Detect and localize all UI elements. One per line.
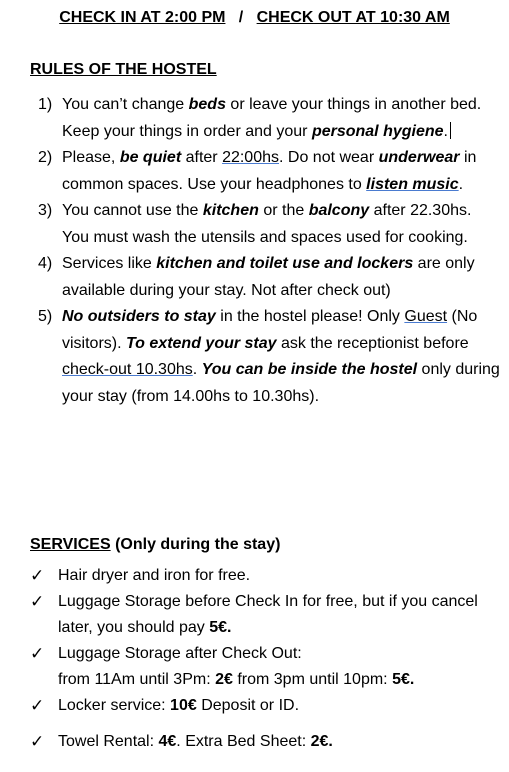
checkmark-icon: ✓ <box>30 592 45 611</box>
service-text <box>58 729 500 755</box>
text-run: kitchen and toilet use and lockers <box>156 255 414 272</box>
text-run: be quiet <box>119 149 182 166</box>
text-run: are only available during your stay. Not after check out) <box>62 255 475 299</box>
text-run: You can be inside the hostel <box>201 361 418 378</box>
text-run: from 11Am until 3Pm: <box>58 671 216 688</box>
rule-item <box>30 198 500 251</box>
rule-item <box>30 251 500 304</box>
text-run: . Do not wear <box>279 149 379 166</box>
text-run: 4€ <box>158 733 177 750</box>
text-run: only during your stay (from 14.00hs to 10.30hs). <box>62 361 500 405</box>
text-run: You cannot use the <box>62 202 203 219</box>
text-run: underwear <box>378 149 460 166</box>
service-item <box>30 641 500 693</box>
text-run: beds <box>188 96 226 113</box>
text-run: Hair dryer and iron for free. <box>58 567 251 584</box>
text-run: Luggage Storage after Check Out: <box>58 645 302 662</box>
text-run: in common spaces. Use your headphones to <box>62 149 477 193</box>
text-run: ask the receptionist before <box>276 334 469 352</box>
rule-number: 1) <box>38 96 53 113</box>
rule-number: 4) <box>38 255 53 272</box>
text-run: No outsiders to stay <box>62 308 216 325</box>
service-item <box>30 589 500 641</box>
service-text <box>58 563 500 589</box>
service-item <box>30 729 500 755</box>
rules-list <box>30 92 500 410</box>
text-run: 22:00hs <box>222 149 279 166</box>
rule-text <box>62 92 500 145</box>
text-cursor <box>450 122 451 139</box>
text-run: Deposit or ID. <box>196 697 300 714</box>
checkmark-icon: ✓ <box>30 644 45 663</box>
text-run: Guest <box>404 308 448 325</box>
text-run: after 22.30hs. You must wash the utensils and spaces used for cooking. <box>62 202 472 246</box>
text-run: . <box>458 175 464 193</box>
rule-text <box>62 198 500 251</box>
text-run: (No visitors). <box>62 308 478 352</box>
check-out-time: CHECK OUT AT 10:30 AM <box>256 9 450 26</box>
rules-heading <box>30 61 217 79</box>
text-run: personal hygiene <box>311 122 444 140</box>
services-list <box>30 563 500 755</box>
services-heading-suffix: (Only during the stay) <box>110 536 281 553</box>
text-run: Locker service: <box>58 697 171 714</box>
text-run: check-out 10.30hs <box>62 361 193 378</box>
text-run: or leave your things in another bed. Keep your things in order and your <box>62 96 482 140</box>
text-run: balcony <box>308 202 370 219</box>
rule-item <box>30 92 500 145</box>
time-separator: / <box>238 9 244 26</box>
service-text <box>58 693 500 719</box>
service-item <box>30 563 500 589</box>
rule-text <box>62 145 500 198</box>
text-run: 5€. <box>209 619 232 636</box>
check-in-time: CHECK IN AT 2:00 PM <box>59 9 226 26</box>
text-run: Please, <box>62 149 120 166</box>
text-run: or the <box>258 202 309 219</box>
text-run: Luggage Storage before Check In for free, but if you cancel later, you should pay <box>58 593 478 636</box>
rule-number: 5) <box>38 308 53 325</box>
text-run: after <box>181 149 223 166</box>
checkin-checkout-line <box>0 9 509 27</box>
text-run: in the hostel please! Only <box>215 308 405 325</box>
checkmark-icon: ✓ <box>30 732 45 751</box>
text-run: . Extra Bed Sheet: <box>176 733 311 750</box>
text-run: from 3pm until 10pm: <box>232 671 393 688</box>
rule-number: 2) <box>38 149 53 166</box>
text-run: To extend your stay <box>126 334 277 352</box>
services-heading-text: SERVICES <box>30 536 111 553</box>
text-run: Towel Rental: <box>58 733 159 750</box>
rule-text <box>62 251 500 304</box>
text-run: You can’t change <box>62 96 189 113</box>
service-item <box>30 693 500 719</box>
checkmark-icon: ✓ <box>30 696 45 715</box>
text-run: kitchen <box>202 202 259 219</box>
service-text <box>58 589 500 641</box>
rule-number: 3) <box>38 202 53 219</box>
text-run: . <box>192 361 202 378</box>
rules-heading-text: RULES OF THE HOSTEL <box>30 61 217 78</box>
text-run: 10€ <box>170 697 197 714</box>
text-run: 2€ <box>215 671 233 688</box>
text-run: Services like <box>62 255 157 272</box>
rule-item <box>30 145 500 198</box>
rule-item <box>30 304 500 410</box>
services-heading <box>30 536 280 554</box>
rule-text <box>62 304 500 410</box>
checkmark-icon: ✓ <box>30 566 45 585</box>
text-run: 5€. <box>392 671 415 688</box>
text-run: listen music <box>366 175 459 193</box>
text-run: 2€. <box>310 733 333 750</box>
text-run: . <box>443 122 448 140</box>
service-text <box>58 641 500 693</box>
